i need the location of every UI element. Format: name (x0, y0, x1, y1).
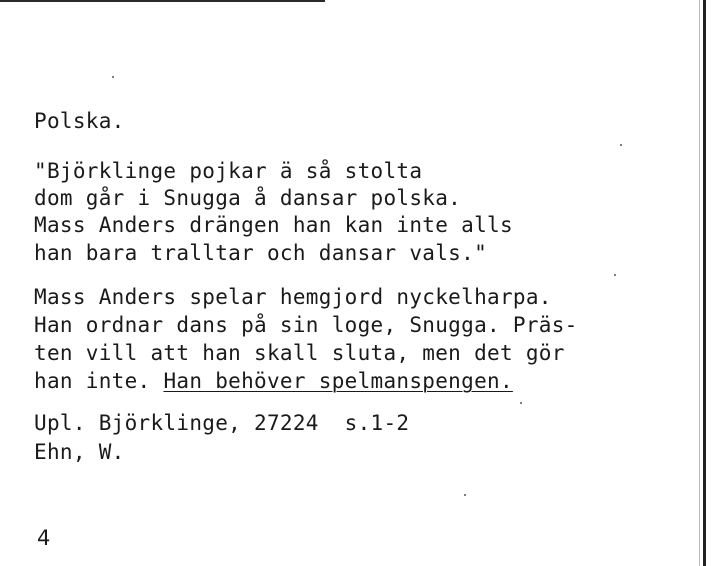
verse-line-4: han bara tralltar och dansar vals." (34, 241, 488, 265)
source-collector: Ehn, W. (34, 440, 125, 464)
note-line-4-prefix: han inte. (34, 369, 164, 393)
card-heading: Polska. (34, 109, 125, 133)
paper-speck (112, 76, 114, 78)
paper-speck (520, 402, 522, 404)
verse-line-3: Mass Anders drängen han kan inte alls (34, 213, 513, 237)
verse-line-1: "Björklinge pojkar ä så stolta (34, 159, 423, 183)
page-number: 4 (37, 526, 51, 550)
source-reference: Upl. Björklinge, 27224 s.1-2 (34, 411, 410, 435)
card-top-edge (0, 0, 325, 2)
note-line-4-underlined: Han behöver spelmanspengen. (163, 369, 513, 393)
card-right-edge (703, 0, 706, 566)
note-line-4 (34, 369, 513, 393)
paper-speck (464, 494, 466, 496)
verse-line-2: dom går i Snugga å dansar polska. (34, 186, 462, 210)
note-line-1: Mass Anders spelar hemgjord nyckelharpa. (34, 285, 552, 309)
note-line-3: ten vill att han skall sluta, men det gör (34, 341, 565, 365)
paper-speck (614, 274, 616, 276)
paper-speck (620, 144, 622, 146)
card-right-edge-shadow (699, 0, 700, 566)
note-line-2: Han ordnar dans på sin loge, Snugga. Präs- (34, 313, 578, 337)
